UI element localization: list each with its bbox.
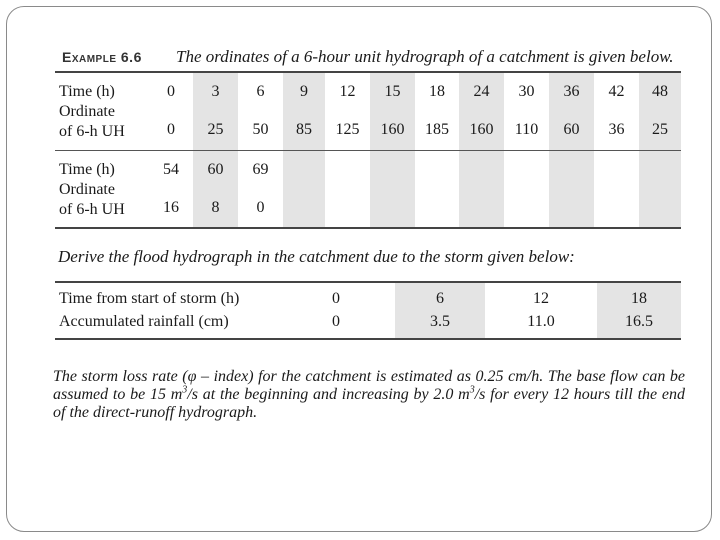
uh-empty-cell: [594, 151, 639, 229]
phi-symbol: φ: [187, 368, 197, 385]
uh-empty-cell: [325, 151, 370, 229]
storm-cell: 16.5: [597, 312, 681, 339]
uh-cell: 30 110: [514, 83, 539, 138]
time-label: Time (h): [59, 83, 115, 100]
uh-cell: 3 25: [193, 72, 238, 151]
uh-cell: 24 160: [459, 72, 504, 151]
uh-cell: 6 50: [252, 83, 269, 138]
uh-label: of 6-h UH: [59, 123, 125, 140]
uh-row-1: [55, 72, 681, 151]
storm-rain-label: Accumulated rainfall (cm): [59, 313, 229, 330]
derive-instruction: Derive the flood hydrograph in the catchment due to the storm given below:: [58, 247, 575, 266]
ordinate-label: Ordinate: [59, 103, 115, 120]
uh-cell: 12 125: [335, 83, 360, 138]
uh-row-2-labels: [55, 151, 149, 229]
uh-cell: 15 160: [370, 72, 415, 151]
storm-cell: 0: [332, 313, 340, 330]
uh-row-1-labels: [55, 72, 149, 151]
uh-cell: 69 0: [238, 151, 283, 229]
storm-loss-paragraph: The storm loss rate (φ – index) for the catchment is estimated as 0.25 cm/h. The base flow can be assumed to be 15 $m^3/s$ at the beginning and increasing by 2.0 $m^3/s$ for every 12 hours till the end of the direct-runoff hydrograph.: [53, 368, 686, 421]
storm-cell: 6: [395, 282, 485, 312]
ordinate-label: Ordinate: [59, 181, 115, 198]
storm-cell: 0: [332, 290, 340, 307]
storm-cell: 18: [597, 282, 681, 312]
uh-cell: 18 185: [425, 83, 449, 138]
storm-time-label: Time from start of storm (h): [59, 290, 240, 307]
unit-hydrograph-table: [55, 71, 681, 229]
uh-cell: 48 25: [639, 72, 681, 151]
uh-row-2: [55, 151, 681, 229]
uh-empty-cell: [370, 151, 415, 229]
uh-empty-cell: [549, 151, 594, 229]
slide-content: [53, 46, 686, 422]
uh-empty-cell: [459, 151, 504, 229]
time-label: Time (h): [59, 161, 115, 178]
example-heading: [55, 46, 681, 68]
storm-rain-row: [55, 312, 681, 339]
uh-empty-cell: [283, 151, 325, 229]
uh-empty-cell: [639, 151, 681, 229]
storm-cell: 3.5: [395, 312, 485, 339]
storm-cell: 12: [533, 290, 549, 307]
storm-table: [55, 281, 681, 340]
uh-cell: 0 0: [167, 83, 175, 138]
storm-time-row: [55, 282, 681, 312]
storm-cell: 11.0: [527, 313, 555, 330]
uh-cell: 54 16: [149, 151, 193, 229]
uh-cell: 42 36: [608, 83, 625, 138]
example-statement: The ordinates of a 6-hour unit hydrograph of a catchment is given below.: [176, 47, 674, 66]
uh-cell: 36 60: [549, 72, 594, 151]
uh-cell: 60 8: [193, 151, 238, 229]
uh-cell: 9 85: [283, 72, 325, 151]
example-label: Example 6.6: [62, 49, 142, 65]
uh-label: of 6-h UH: [59, 201, 125, 218]
uh-empty-cell: [504, 151, 549, 229]
uh-empty-cell: [415, 151, 459, 229]
